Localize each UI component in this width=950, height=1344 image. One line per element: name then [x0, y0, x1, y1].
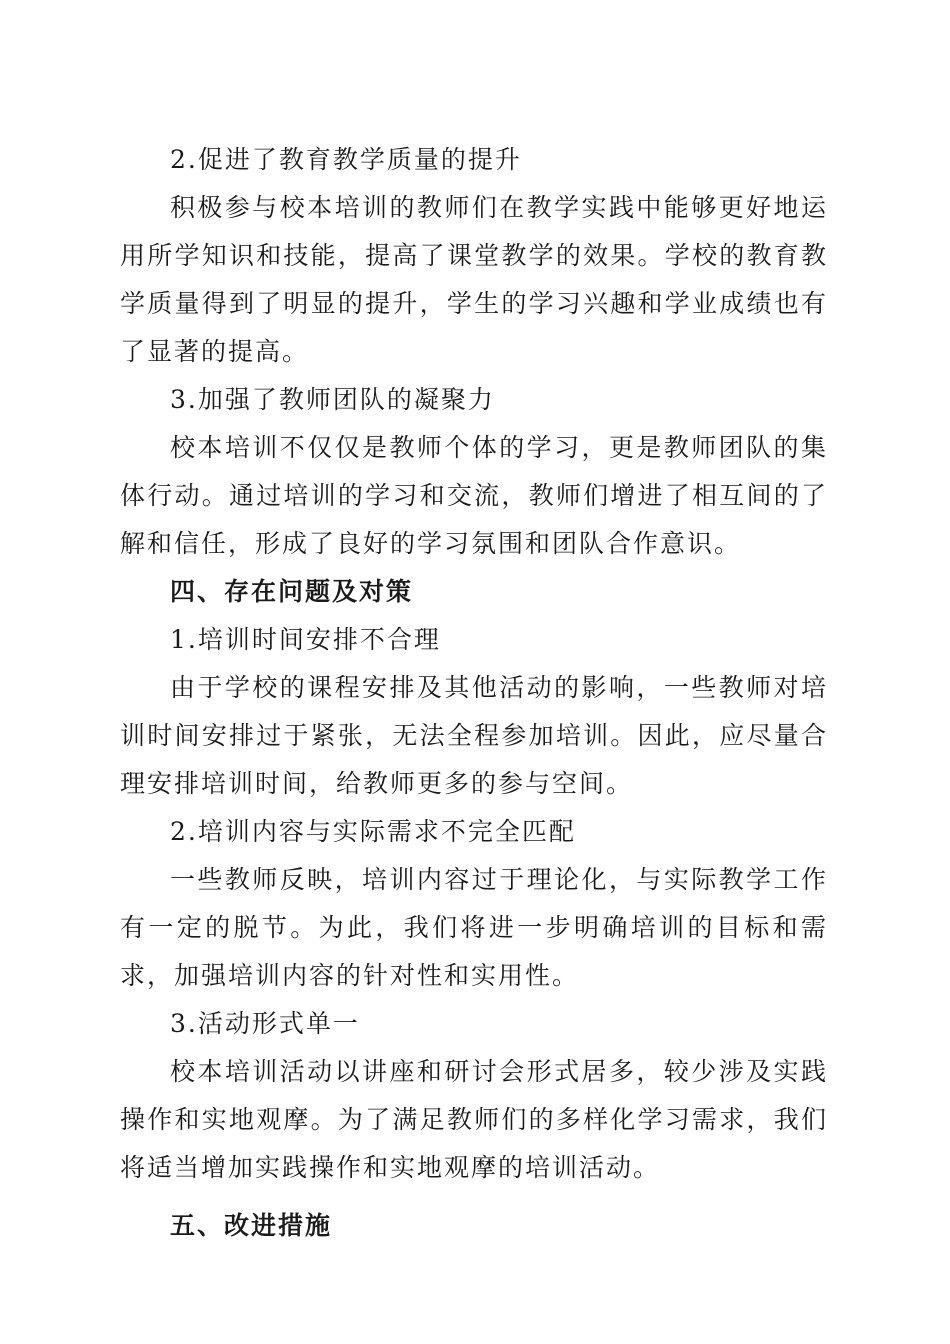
paragraph-content-mismatch: 一些教师反映，培训内容过于理论化，与实际教学工作有一定的脱节。为此，我们将进一步明确培训的目标和需求，加强培训内容的针对性和实用性。 [120, 865, 828, 990]
section-heading-improvements: 五、改进措施 [170, 1211, 333, 1240]
paragraph-single-format: 校本培训活动以讲座和研讨会形式居多，较少涉及实践操作和实地观摩。为了满足教师们的多样化学习需求，我们将适当增加实践操作和实地观摩的培训活动。 [120, 1057, 828, 1182]
subheading-quality-improvement: 2.促进了教育教学质量的提升 [170, 145, 522, 174]
subheading-schedule-issue: 1.培训时间安排不合理 [170, 625, 441, 654]
subheading-team-cohesion: 3.加强了教师团队的凝聚力 [170, 385, 495, 414]
section-heading-problems: 四、存在问题及对策 [170, 577, 414, 606]
paragraph-quality-improvement: 积极参与校本培训的教师们在教学实践中能够更好地运用所学知识和技能，提高了课堂教学的效果。学校的教育教学质量得到了明显的提升，学生的学习兴趣和学业成绩也有了显著的提高。 [120, 193, 828, 366]
paragraph-team-cohesion: 校本培训不仅仅是教师个体的学习，更是教师团队的集体行动。通过培训的学习和交流，教师们增进了相互间的了解和信任，形成了良好的学习氛围和团队合作意识。 [120, 433, 828, 558]
subheading-single-format: 3.活动形式单一 [170, 1009, 360, 1038]
subheading-content-mismatch: 2.培训内容与实际需求不完全匹配 [170, 817, 576, 846]
paragraph-schedule-issue: 由于学校的课程安排及其他活动的影响，一些教师对培训时间安排过于紧张，无法全程参加培训。因此，应尽量合理安排培训时间，给教师更多的参与空间。 [120, 673, 828, 798]
document-body [120, 136, 828, 1250]
